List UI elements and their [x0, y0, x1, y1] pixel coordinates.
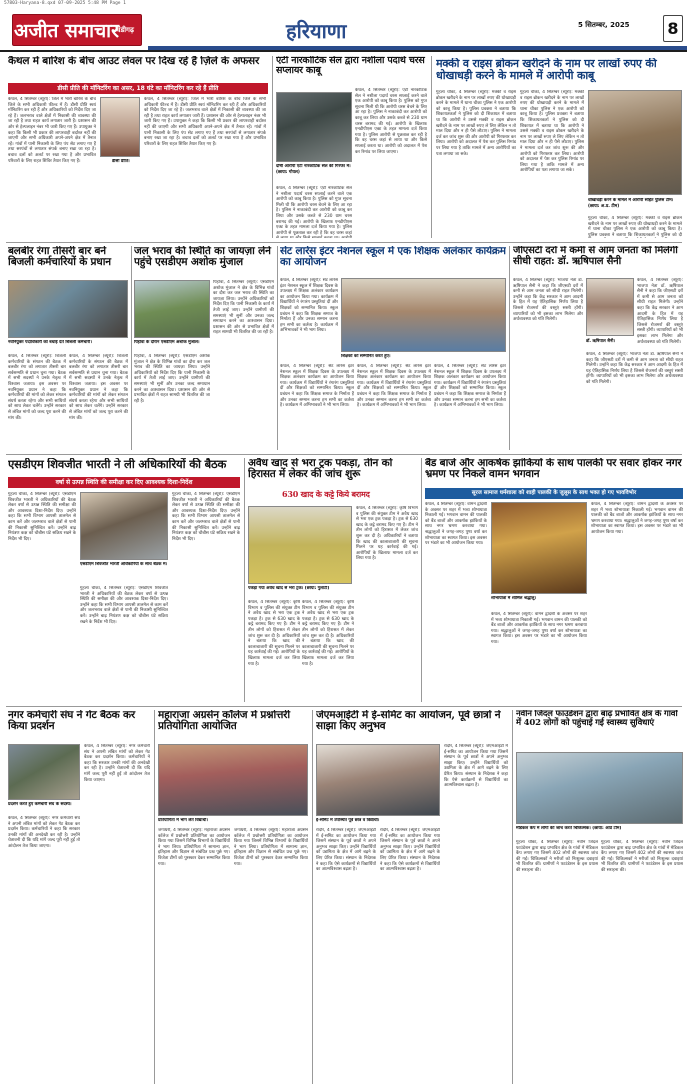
headline-illegal-fertilizer: अवैध खाद से भरा ट्रक पकड़ा, तीन को हिरासत में लेकर की जांच शुरू: [248, 458, 393, 481]
article-text: कैथल, 4 सितम्बर (ब्यूरो): भाजपा नेता डॉ. ऋषिपाल सैनी ने कहा कि जीएसटी दरों में कमी से आम जनता को सीधी राहत मिलेगी। उन्होंने कहा कि केंद्र सरकार ने आम आदमी के हित में यह ऐतिहासिक निर्णय लिया है जिससे रोजमर्रा की वस्तुएं सस्ती होंगी। व्यापारियों को भी इसका लाभ मिलेगा और अर्थव्यवस्था को गति मिलेगी।: [513, 278, 583, 323]
photo-caption: नवनियुक्त पदाधिकारी को बधाई देते बिजली कर्मचारी।: [8, 340, 92, 345]
photo-caption: पिहोवा के दौरान एसडीएम अशोक मुंजाल।: [134, 340, 200, 345]
article-text: कैथल, 4 सितम्बर (ब्यूरो): वामन द्वादशी के अवसर पर शहर में भव्य शोभायात्रा निकाली गई। भगवान वामन की पालकी को बैंड बाजों और आकर्षक झांकियों के साथ नगर भ्रमण करवाया गया। श्रद्धालुओं ने जगह-जगह पुष्प वर्षा कर शोभायात्रा का स्वागत किया। इस अवसर पर भंडारे का भी आयोजन किया गया।: [591, 502, 683, 535]
article-text: कैथल, 4 सितम्बर (ब्यूरो): एंटी नारकोटिक सेल ने नशीला पदार्थ चरस सप्लाई करने वाले एक आरोपी को काबू किया है। पुलिस को गुप्त सूचना मिली थी कि आरोपी चरस बेचने के लिए आ रहा है। पुलिस ने नाकाबंदी कर आरोपी को काबू कर लिया और उसके कब्जे से 230 ग्राम चरस बरामद की गई। आरोपी के खिलाफ एनडीपीएस एक्ट के तहत मामला दर्ज किया गया है। पुलिस आरोपी से पूछताछ कर रही है कि वह चरस कहां: [276, 186, 352, 236]
photo-medical-camp: [516, 752, 683, 824]
photo-caption: शोभायात्रा में शामिल श्रद्धालु।: [491, 596, 537, 601]
article-text: कैथल, 4 सितम्बर (ब्यूरो): बिजली कर्मचारियों के संगठन की बैठक में बलबीर रंगा को लगातार तीसरी बार सर्वसम्मति से प्रधान चुना गया। बैठक में सभी सदस्यों ने उनके नेतृत्व में विश्वास जताया। इस अवसर पर नवनियुक्त प्रधान ने कहा कि कर्मचारियों की मांगों को लेकर संगठन संघर्ष करता रहेगा और सभी साथियों को साथ लेकर चलेंगे। उन्होंने सरकार से लंबित मांगों को जल्द पूरा करने की मांग की।: [8, 354, 66, 421]
article-text: रादौर, 4 सितम्बर (ब्यूरो): जेएमआईटी में ई-समिट का आयोजन किया गया जिसमें संस्थान के पूर्व छात्रों ने अपने अनुभव साझा किए। उन्होंने विद्यार्थियों को उद्यमिता के क्षेत्र में आगे बढ़ने के लिए प्रेरित किया। संस्थान के निदेशक ने कहा कि ऐसे कार्यक्रमों से विद्यार्थियों का आत्मविश्वास बढ़ता है।: [380, 828, 440, 873]
article-text: गुहला चीका, 4 सितम्बर (ब्यूरो): नवीन जिंदल फाउंडेशन द्वारा बाढ़ प्रभावित क्षेत्र के गांवों में मेडिकल कैंप लगाए गए जिसमें 402 लोगों की स्वास्थ्य जांच की गई। चिकित्सकों ने मरीजों को निःशुल्क दवाइयां भी वितरित कीं। ग्रामीणों ने फाउंडेशन के इस प्रयास की सराहना की।: [516, 840, 598, 873]
article-text: कैथल, 4 सितम्बर (ब्यूरो): नगर कर्मचारी संघ ने अपनी लंबित मांगों को लेकर गेट बैठक कर प्रदर्शन किया। कर्मचारियों ने कहा कि सरकार उनकी मांगों की अनदेखी कर रही है। उन्होंने चेतावनी दी कि यदि मांगें जल्द पूरी नहीं हुईं तो आंदोलन तेज किया जाएगा।: [8, 816, 80, 849]
photo-union-protest: [8, 744, 80, 800]
article-text: रादौर, 4 सितम्बर (ब्यूरो): जेएमआईटी में ई-समिट का आयोजन किया गया जिसमें संस्थान के पूर्व छात्रों ने अपने अनुभव साझा किए। उन्होंने विद्यार्थियों को उद्यमिता के क्षेत्र में आगे बढ़ने के लिए प्रेरित किया। संस्थान के निदेशक ने कहा कि ऐसे कार्यक्रमों से विद्यार्थियों का आत्मविश्वास बढ़ता है।: [316, 828, 376, 873]
section-bar: [148, 46, 687, 50]
article-text: कैथल, 4 सितम्बर (ब्यूरो): नगर कर्मचारी संघ ने अपनी लंबित मांगों को लेकर गेट बैठक कर प्रदर्शन किया। कर्मचारियों ने कहा कि सरकार उनकी मांगों की अनदेखी कर रही है। उन्होंने चेतावनी दी कि यदि मांगें जल्द पूरी नहीं हुईं तो आंदोलन तेज किया जाएगा।: [84, 744, 150, 783]
article-text: जगाधरी, 4 सितम्बर (ब्यूरो): महाराजा अग्रसेन कॉलेज में प्रश्नोत्तरी प्रतियोगिता का आयोजन किया गया जिसमें विभिन्न विभागों के विद्यार्थियों ने भाग लिया। प्रतियोगिता में सामान्य ज्ञान, इतिहास और विज्ञान से संबंधित प्रश्न पूछे गए। विजेता टीमों को पुरस्कार देकर सम्मानित किया गया।: [158, 828, 230, 867]
column-rule: [421, 458, 422, 702]
photo-sdm-inspection: [134, 280, 210, 338]
photo-accused-police: [276, 92, 352, 162]
article-text: पिहोवा, 4 सितम्बर (ब्यूरो): एसडीएम अशोक मुंजाल ने क्षेत्र के विभिन्न गांवों का दौरा कर जल भराव की स्थिति का जायज़ा लिया। उन्होंने अधिकारियों को निर्देश दिए कि पानी निकासी के कार्य में तेजी लाई जाए। उन्होंने ग्रामीणों की समस्याएं भी सुनीं और उनका जल्द समाधान करने का आश्वासन दिया। प्रशासन की ओर से प्रभावित क्षेत्रों में राहत सामग्री भी वितरित की जा रही है।: [134, 354, 210, 404]
article-text: जगाधरी, 4 सितम्बर (ब्यूरो): महाराजा अग्रसेन कॉलेज में प्रश्नोत्तरी प्रतियोगिता का आयोजन किया गया जिसमें विभिन्न विभागों के विद्यार्थियों ने भाग लिया। प्रतियोगिता में सामान्य ज्ञान, इतिहास और विज्ञान से संबंधित प्रश्न पूछे गए। विजेता टीमों को पुरस्कार देकर सम्मानित किया गया।: [234, 828, 308, 867]
photo-caption: शिक्षकों को सम्मानित करते हुए।: [341, 354, 391, 359]
article-text: कैथल, 4 सितम्बर (ब्यूरो): भाजपा नेता डॉ. ऋषिपाल सैनी ने कहा कि जीएसटी दरों में कमी से आम जनता को सीधी राहत मिलेगी। उन्होंने कहा कि केंद्र सरकार ने आम आदमी के हित में यह ऐतिहासिक निर्णय लिया है जिससे रोजमर्रा की वस्तुएं सस्ती होंगी। व्यापारियों को भी इसका लाभ मिलेगा और अर्थव्यवस्था को गति मिलेगी।: [586, 352, 683, 385]
row-rule: [6, 454, 682, 455]
column-rule: [277, 246, 278, 450]
headline-kaithal-rain: कैथल में बारिश के बीच आउट लेवल पर दिख रहे हैं ज़िले के अफसर: [8, 56, 260, 67]
article-text: गुहला चीका, 4 सितम्बर (ब्यूरो): एसडीएम शिवजीत भारती ने अधिकारियों की बैठक लेकर वर्षा से उत्पन्न स्थिति की समीक्षा की और आवश्यक दिशा-निर्देश दिए। उन्होंने कहा कि सभी विभाग आपसी तालमेल से काम करें और जलभराव वाले क्षेत्रों से पानी की निकासी सुनिश्चित करें। उन्होंने बाढ़ नियंत्रण कक्ष को चौबीस घंटे सक्रिय रखने के निर्देश भी दिए।: [80, 586, 168, 625]
headline-fraud-accused: मक्की व राइस ब्रोकन खरीदने के नाम पर लाखों रुपए की धोखाधड़ी करने के मामले में आरोपी काबू: [436, 58, 657, 82]
article-text: कैथल, 4 सितम्बर (ब्यूरो): वामन द्वादशी के अवसर पर शहर में भव्य शोभायात्रा निकाली गई। भगवान वामन की पालकी को बैंड बाजों और आकर्षक झांकियों के साथ नगर भ्रमण करवाया गया। श्रद्धालुओं ने जगह-जगह पुष्प वर्षा कर शोभायात्रा का स्वागत किया। इस अवसर पर भंडारे का भी आयोजन किया गया।: [491, 612, 587, 645]
headline-jindal-foundation: नवीन जिंदल फाउंडेशन द्वारा बाढ़ प्रभावित क्षेत्र के गांवों में 402 लोगों को पहुंचाई गई स्वास्थ्य सुविधाएं: [516, 710, 678, 729]
column-rule: [512, 710, 513, 1084]
page-number: 8: [663, 15, 683, 42]
article-text: रादौर, 4 सितम्बर (ब्यूरो): जेएमआईटी में ई-समिट का आयोजन किया गया जिसमें संस्थान के पूर्व छात्रों ने अपने अनुभव साझा किए। उन्होंने विद्यार्थियों को उद्यमिता के क्षेत्र में आगे बढ़ने के लिए प्रेरित किया। संस्थान के निदेशक ने कहा कि ऐसे कार्यक्रमों से विद्यार्थियों का आत्मविश्वास बढ़ता है।: [444, 744, 508, 789]
headline-anti-narcotic: एंटी नारकोटिक सेल द्वारा नशीला पदार्थ चरस सप्लायर काबू: [276, 56, 425, 77]
print-topline: 57803-Haryana-8.qxd 07-09-2025 5:48 PM Page 1: [4, 1, 126, 6]
photo-caption: दोषी आरोपी एंटी नारकोटिक सेल की गिरफ्त में। (छाया: गोयल): [276, 164, 351, 175]
kicker-dc-monitoring: डीसी प्रीति की मॉनिटरिंग का असर, 18 घंटे का मॉनिटरिंग कर रहे हैं प्रीति: [8, 83, 268, 94]
column-rule: [431, 56, 432, 238]
headline-quiz-competition: महाराजा अग्रसेन कॉलेज में प्रश्नोत्तरी प्रतियोगिता आयोजित: [158, 710, 290, 733]
photo-caption: पकड़ा गया अवैध खाद से भरा ट्रक। (छाया: गुलाटी): [248, 586, 330, 591]
headline-balbir-ranga: बलबीर रंगा तीसरी बार बने बिजली कर्मचारियों के प्रधान: [8, 246, 111, 269]
headline-jmit-esummit: जेएमआईटी में ई-समिट का आयोजन, पूर्व छात्रों ने साझा किए अनुभव: [316, 710, 501, 733]
column-rule: [312, 710, 313, 1084]
article-text: गुहला चीका, 4 सितम्बर (ब्यूरो): मक्की व राइस ब्रोकन खरीदने के नाम पर लाखों रुपए की धोखाधड़ी करने के मामले में थाना चीका पुलिस ने एक आरोपी को काबू किया है। पुलिस प्रवक्ता ने बताया कि शिकायतकर्ता ने पुलिस को दी शिकायत में बताया था कि आरोपी ने उससे मक्की व राइस ब्रोकन खरीदने के नाम पर लाखों रुपए ले लिए लेकिन न तो माल दिया और न ही पैसे लौटाए। पुलिस ने मामला दर्ज कर जांच शुरू की और आरोपी को गिरफ्तार कर लिया। आरोपी को अदालत में पेश कर पुलिस रिमांड पर लिया गया है ताकि मामले में अन्य आरोपियों का पता लगाया जा सके।: [520, 90, 584, 174]
photo-caption: डीसी प्रीति।: [112, 159, 130, 164]
article-text: गुहला चीका, 4 सितम्बर (ब्यूरो): मक्की व राइस ब्रोकन खरीदने के नाम पर लाखों रुपए की धोखाधड़ी करने के मामले में थाना चीका पुलिस ने एक आरोपी को काबू किया है। पुलिस प्रवक्ता ने बताया कि शिकायतकर्ता ने पुलिस को दी शिकायत में बताया था कि आरोपी ने उससे मक्की व राइस ब्रोकन खरीदने के नाम पर लाखों रुपए ले लिए लेकिन न तो माल दिया और न ही पैसे लौटाए। पुलिस ने मामला दर्ज कर जांच शुरू की और आरोपी को गिरफ्तार कर लिया। आरोपी को अदालत में पेश कर पुलिस रिमांड पर लिया गया है ताकि मामले में अन्य आरोपियों का पता लगाया जा सके।: [436, 90, 516, 157]
issue-date: 5 सितम्बर, 2025: [578, 21, 630, 29]
article-text: कैथल, 4 सितम्बर (ब्यूरो): बिजली कर्मचारियों के संगठन की बैठक में बलबीर रंगा को लगातार तीसरी बार सर्वसम्मति से प्रधान चुना गया। बैठक में सभी सदस्यों ने उनके नेतृत्व में विश्वास जताया। इस अवसर पर नवनियुक्त प्रधान ने कहा कि कर्मचारियों की मांगों को लेकर संगठन संघर्ष करता रहेगा और सभी साथियों को साथ लेकर चलेंगे। उन्होंने सरकार से लंबित मांगों को जल्द पूरा करने की मांग की।: [69, 354, 128, 421]
headline-st-lawrence: सेंट लारेंस इंटर नेशनल स्कूल में एक शिक्षक अलंकार कार्यक्रम का आयोजन: [280, 246, 506, 269]
article-text: गुहला चीका, 4 सितम्बर (ब्यूरो): एसडीएम शिवजीत भारती ने अधिकारियों की बैठक लेकर वर्षा से उत्पन्न स्थिति की समीक्षा की और आवश्यक दिशा-निर्देश दिए। उन्होंने कहा कि सभी विभाग आपसी तालमेल से काम करें और जलभराव वाले क्षेत्रों से पानी की निकासी सुनिश्चित करें। उन्होंने बाढ़ नियंत्रण कक्ष को चौबीस घंटे सक्रिय रखने के निर्देश भी दिए।: [8, 492, 76, 542]
article-text: कैथल, 4 सितम्बर (ब्यूरो): भाजपा नेता डॉ. ऋषिपाल सैनी ने कहा कि जीएसटी दरों में कमी से आम जनता को सीधी राहत मिलेगी। उन्होंने कहा कि केंद्र सरकार ने आम आदमी के हित में यह ऐतिहासिक निर्णय लिया है जिससे रोजमर्रा की वस्तुएं सस्ती होंगी। व्यापारियों को भी इसका लाभ मिलेगा और अर्थव्यवस्था को गति मिलेगी।: [637, 278, 683, 345]
column-rule: [131, 246, 132, 450]
article-text: कैथल, 4 सितम्बर (ब्यूरो): कृषि विभाग व पुलिस की संयुक्त टीम ने अवैध खाद से भरा एक ट्रक पकड़ा है। ट्रक से 630 खाद के कट्टे बरामद किए गए हैं। टीम ने तीन लोगों को हिरासत में लेकर जांच शुरू कर दी है। अधिकारियों ने बताया कि खाद की कालाबाजारी की सूचना मिलने पर यह कार्रवाई की गई। आरोपियों के खिलाफ मामला दर्ज कर लिया गया है।: [248, 600, 300, 667]
photo-fertilizer-truck: [248, 506, 352, 584]
article-text: गुहला चीका, 4 सितम्बर (ब्यूरो): एसडीएम शिवजीत भारती ने अधिकारियों की बैठक लेकर वर्षा से उत्पन्न स्थिति की समीक्षा की और आवश्यक दिशा-निर्देश दिए। उन्होंने कहा कि सभी विभाग आपसी तालमेल से काम करें और जलभराव वाले क्षेत्रों से पानी की निकासी सुनिश्चित करें। उन्होंने बाढ़ नियंत्रण कक्ष को चौबीस घंटे सक्रिय रखने के निर्देश भी दिए।: [172, 492, 240, 542]
article-text: कैथल, 4 सितम्बर (ब्यूरो): जिले में भारी बारिश के बीच जिले के सभी अधिकारी फील्ड में हैं। डीसी प्रीति स्वयं मॉनिटरिंग कर रही हैं और अधिकारियों को निर्देश दिए जा रहे हैं। जलभराव वाले क्षेत्रों में निकासी की व्यवस्था की जा रही है तथा राहत कार्य लगातार जारी हैं। प्रशासन की ओर से हेल्पलाइन नंबर भी जारी किए गए हैं। उपायुक्त ने कहा कि किसी भी प्रकार की लापरवाही बर्दाश्त नहीं की जाएगी और सभी अधिकारी अपने-अपने क्षेत्र में तैनात रहें। गांवों में पानी निकासी के लिए पंप सेट लगाए गए हैं तथा सरपंचों से लगातार संपर्क बनाए रखा जा रहा है। बचाव दलों को अलर्ट पर रखा गया है और प्रभावित परिवारों के लिए राहत शिविर तैयार किए गए हैं।: [8, 97, 96, 164]
kicker-procession: सूरज सामाज धर्मशाला को शाही पालकी के जुलूस के साथ भक्त हो गए भावविभोर: [425, 488, 683, 499]
photo-caption: प्रदर्शन करते हुए कर्मचारी संघ के सदस्य।: [8, 802, 72, 807]
section-title: हरियाणा: [286, 19, 347, 43]
article-text: कैथल, 4 सितम्बर (ब्यूरो): सेंट लारेंस इंटर नेशनल स्कूल में शिक्षक दिवस के उपलक्ष्य में शिक्षक अलंकार कार्यक्रम का आयोजन किया गया। कार्यक्रम में विद्यार्थियों ने रंगारंग प्रस्तुतियां दीं और शिक्षकों को सम्मानित किया। स्कूल प्रबंधन ने कहा कि शिक्षक समाज के निर्माता हैं और उनका सम्मान करना हम सभी का कर्तव्य है। कार्यक्रम में अभिभावकों ने भी भाग लिया।: [280, 278, 338, 334]
photo-dc: [100, 97, 140, 157]
photo-caption: प्रतियोगिता में भाग लेते विद्यार्थी।: [158, 818, 208, 823]
article-text: पिहोवा, 4 सितम्बर (ब्यूरो): एसडीएम अशोक मुंजाल ने क्षेत्र के विभिन्न गांवों का दौरा कर जल भराव की स्थिति का जायज़ा लिया। उन्होंने अधिकारियों को निर्देश दिए कि पानी निकासी के कार्य में तेजी लाई जाए। उन्होंने ग्रामीणों की समस्याएं भी सुनीं और उनका जल्द समाधान करने का आश्वासन दिया। प्रशासन की ओर से प्रभावित क्षेत्रों में राहत सामग्री भी वितरित की जा रही है।: [213, 280, 274, 336]
article-text: कैथल, 4 सितम्बर (ब्यूरो): सेंट लारेंस इंटर नेशनल स्कूल में शिक्षक दिवस के उपलक्ष्य में शिक्षक अलंकार कार्यक्रम का आयोजन किया गया। कार्यक्रम में विद्यार्थियों ने रंगारंग प्रस्तुतियां दीं और शिक्षकों को सम्मानित किया। स्कूल प्रबंधन ने कहा कि शिक्षक समाज के निर्माता हैं और उनका सम्मान करना हम सभी का कर्तव्य है। कार्यक्रम में अभिभावकों ने भी भाग लिया।: [280, 364, 354, 409]
photo-caption: मेडिकल कैंप में लोगों की जांच करते चिकित्सक। (छाया: आप्रे टीम): [516, 826, 622, 831]
row-rule: [6, 706, 682, 707]
kicker-rain-review: वर्षा से उत्पन्न स्थिति की समीक्षा कर दिए आवश्यक दिशा-निर्देश: [8, 477, 240, 488]
headline-gst-cut: जीएसटी दरों में कमी से आम जनता को मिलेगी सीधी राहत: डॉ. ऋषिपाल सैनी: [513, 246, 678, 267]
photo-procession: [491, 502, 587, 594]
article-text: गुहला चीका, 4 सितम्बर (ब्यूरो): नवीन जिंदल फाउंडेशन द्वारा बाढ़ प्रभावित क्षेत्र के गांवों में मेडिकल कैंप लगाए गए जिसमें 402 लोगों की स्वास्थ्य जांच की गई। चिकित्सकों ने मरीजों को निःशुल्क दवाइयां भी वितरित कीं। ग्रामीणों ने फाउंडेशन के इस प्रयास की सराहना की।: [601, 840, 683, 873]
column-rule: [244, 458, 245, 702]
photo-teachers-honour: [341, 278, 506, 352]
headline-sdm-meeting: एसडीएम शिवजीत भारती ने ली अधिकारियों की बैठक: [8, 458, 227, 471]
headline-sdm-waterlogging: जल भराव की स्थिति का जायज़ा लेने पहुंचे एसडीएम अशोक मुंजाल: [134, 246, 271, 269]
article-text: कैथल, 4 सितम्बर (ब्यूरो): कृषि विभाग व पुलिस की संयुक्त टीम ने अवैध खाद से भरा एक ट्रक पकड़ा है। ट्रक से 630 खाद के कट्टे बरामद किए गए हैं। टीम ने तीन लोगों को हिरासत में लेकर जांच शुरू कर दी है। अधिकारियों ने बताया कि खाद की कालाबाजारी की सूचना मिलने पर यह कार्रवाई की गई। आरोपियों के खिलाफ मामला दर्ज कर लिया गया है।: [356, 506, 418, 562]
column-rule: [272, 56, 273, 238]
photo-caption: एसडीएम शिवजीत भारती अधिकारियों के साथ बैठक में।: [80, 562, 168, 567]
photo-power-employees: [8, 280, 128, 338]
column-rule: [154, 710, 155, 1084]
headline-nagar-union: नगर कर्मचारी संघ ने गेट बैठक कर किया प्रदर्शन: [8, 710, 135, 733]
photo-caption: डॉ. ऋषिपाल सैनी।: [586, 338, 616, 343]
article-text: कैथल, 4 सितम्बर (ब्यूरो): सेंट लारेंस इंटर नेशनल स्कूल में शिक्षक दिवस के उपलक्ष्य में शिक्षक अलंकार कार्यक्रम का आयोजन किया गया। कार्यक्रम में विद्यार्थियों ने रंगारंग प्रस्तुतियां दीं और शिक्षकों को सम्मानित किया। स्कूल प्रबंधन ने कहा कि शिक्षक समाज के निर्माता हैं और उनका सम्मान करना हम सभी का कर्तव्य है। कार्यक्रम में अभिभावकों ने भी भाग लिया।: [357, 364, 431, 409]
newspaper-name: अजीत समाचार: [14, 20, 119, 42]
article-text: गुहला चीका, 4 सितम्बर (ब्यूरो): मक्की व राइस ब्रोकन खरीदने के नाम पर लाखों रुपए की धोखाधड़ी करने के मामले में थाना चीका पुलिस ने एक आरोपी को काबू किया है। पुलिस प्रवक्ता ने बताया कि शिकायतकर्ता ने पुलिस को दी: [588, 216, 682, 238]
photo-sdm-meeting: [80, 492, 168, 560]
edition-city: चंडीगढ़: [116, 26, 134, 34]
article-text: कैथल, 4 सितम्बर (ब्यूरो): एंटी नारकोटिक सेल ने नशीला पदार्थ चरस सप्लाई करने वाले एक आरोपी को काबू किया है। पुलिस को गुप्त सूचना मिली थी कि आरोपी चरस बेचने के लिए आ रहा है। पुलिस ने नाकाबंदी कर आरोपी को काबू कर लिया और उसके कब्जे से 230 ग्राम चरस बरामद की गई। आरोपी के खिलाफ एनडीपीएस एक्ट के तहत मामला दर्ज किया गया है। पुलिस आरोपी से पूछताछ कर रही है कि वह चरस कहां से लाया था और किसे सप्लाई करता था। आरोपी को अदालत में पेश कर रिमांड पर लिया जाएगा।: [355, 88, 427, 155]
photo-accused-fraud: [588, 90, 682, 195]
article-text: कैथल, 4 सितम्बर (ब्यूरो): जिले में भारी बारिश के बीच जिले के सभी अधिकारी फील्ड में हैं। डीसी प्रीति स्वयं मॉनिटरिंग कर रही हैं और अधिकारियों को निर्देश दिए जा रहे हैं। जलभराव वाले क्षेत्रों में निकासी की व्यवस्था की जा रही है तथा राहत कार्य लगातार जारी हैं। प्रशासन की ओर से हेल्पलाइन नंबर भी जारी किए गए हैं। उपायुक्त ने कहा कि किसी भी प्रकार की लापरवाही बर्दाश्त नहीं की जाएगी और सभी अधिकारी अपने-अपने क्षेत्र में तैनात रहें। गांवों में पानी निकासी के लिए पंप सेट लगाए गए हैं तथा सरपंचों से लगातार संपर्क बनाए रखा जा रहा है। बचाव दलों को अलर्ट पर रखा गया है और प्रभावित परिवारों के लिए राहत शिविर तैयार किए गए हैं।: [144, 97, 266, 147]
photo-caption: ई-समिट में उपस्थित पूर्व छात्र व विद्यार्थी।: [316, 818, 380, 823]
headline-vaman-procession: बैंड बाजे और आकर्षक झांकियों के साथ पालकी पर सवार होकर नगर भ्रमण पर निकले वामन भगवान: [425, 458, 682, 481]
subhead-630-bags: 630 खाद के कट्टे किये बरामद: [282, 490, 370, 499]
masthead: [0, 12, 687, 52]
photo-rishipal-saini: [586, 278, 634, 336]
row-rule: [6, 242, 682, 243]
photo-quiz: [158, 744, 308, 816]
article-text: कैथल, 4 सितम्बर (ब्यूरो): सेंट लारेंस इंटर नेशनल स्कूल में शिक्षक दिवस के उपलक्ष्य में शिक्षक अलंकार कार्यक्रम का आयोजन किया गया। कार्यक्रम में विद्यार्थियों ने रंगारंग प्रस्तुतियां दीं और शिक्षकों को सम्मानित किया। स्कूल प्रबंधन ने कहा कि शिक्षक समाज के निर्माता हैं और उनका सम्मान करना हम सभी का कर्तव्य है। कार्यक्रम में अभिभावकों ने भी भाग लिया।: [434, 364, 506, 409]
article-text: कैथल, 4 सितम्बर (ब्यूरो): वामन द्वादशी के अवसर पर शहर में भव्य शोभायात्रा निकाली गई। भगवान वामन की पालकी को बैंड बाजों और आकर्षक झांकियों के साथ नगर भ्रमण करवाया गया। श्रद्धालुओं ने जगह-जगह पुष्प वर्षा कर शोभायात्रा का स्वागत किया। इस अवसर पर भंडारे का भी आयोजन किया गया।: [425, 502, 487, 547]
photo-esummit: [316, 744, 440, 816]
column-rule: [509, 246, 510, 450]
article-text: कैथल, 4 सितम्बर (ब्यूरो): कृषि विभाग व पुलिस की संयुक्त टीम ने अवैध खाद से भरा एक ट्रक पकड़ा है। ट्रक से 630 खाद के कट्टे बरामद किए गए हैं। टीम ने तीन लोगों को हिरासत में लेकर जांच शुरू कर दी है। अधिकारियों ने बताया कि खाद की कालाबाजारी की सूचना मिलने पर यह कार्रवाई की गई। आरोपियों के खिलाफ मामला दर्ज कर लिया गया है।: [302, 600, 354, 667]
photo-caption: धोखाधड़ी करने के मामले में आरोपी सहित पुलिस टीम। (छाया: अ.प्र. टीम): [588, 198, 674, 209]
